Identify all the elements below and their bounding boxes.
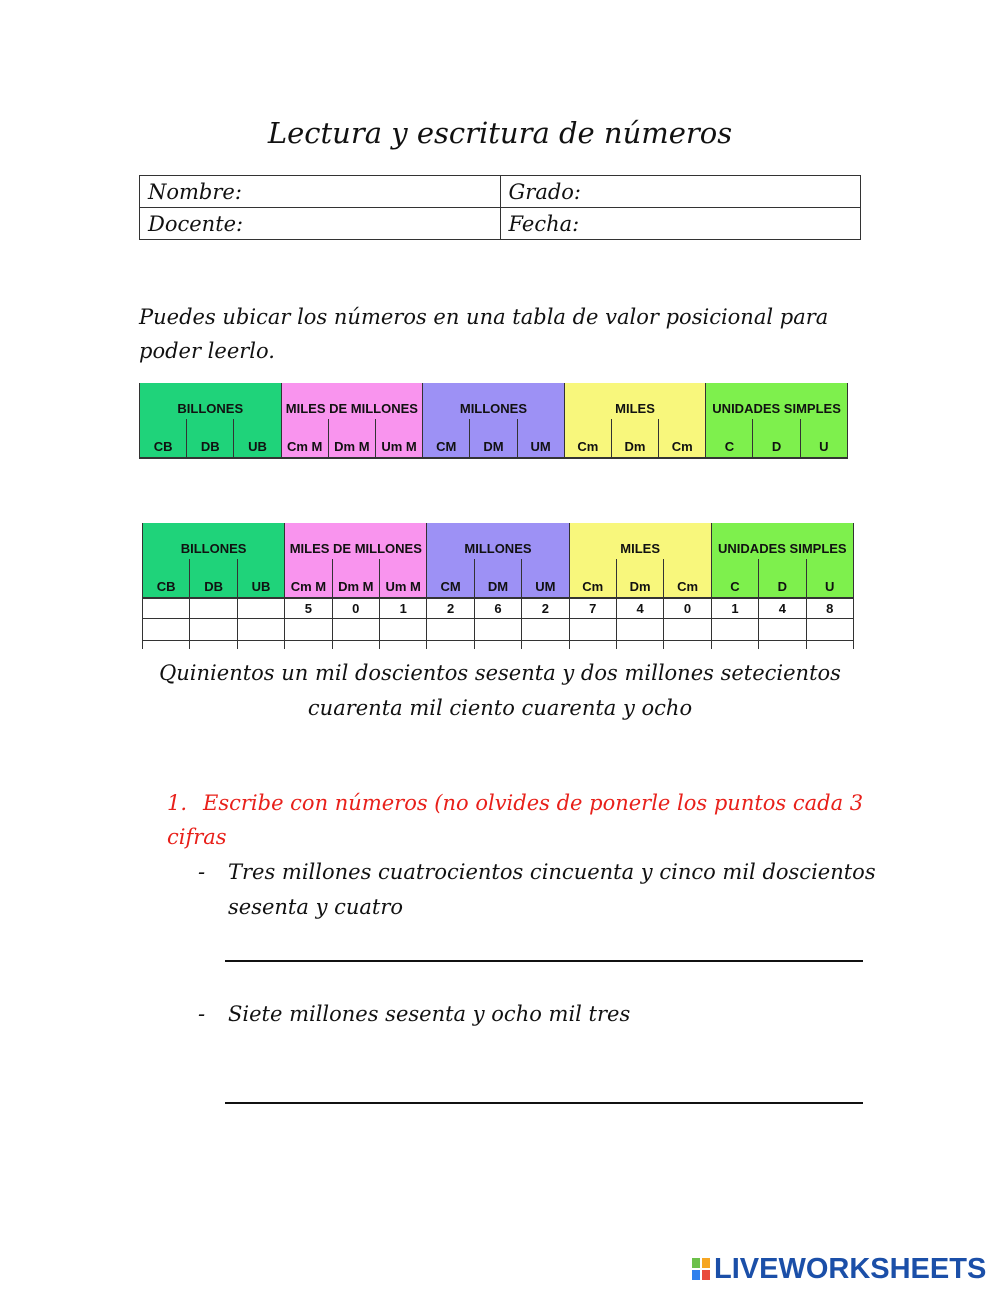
empty-cell [285,641,332,650]
empty-cell [427,641,474,650]
liveworksheets-logo-icon [692,1258,710,1280]
answer-line-1[interactable] [225,960,863,962]
group-miles: MILES [564,383,706,419]
digit-cell: 5 [285,598,332,619]
digit-cell [143,598,190,619]
group-billones: BILLONES [143,523,285,559]
column-header: DB [190,559,237,598]
digit-cell: 8 [806,598,853,619]
item-text: Tres millones cuatrocientos cincuenta y cinco mil doscientos sesenta y cuatro [228,860,876,919]
group-miles: MILES [569,523,711,559]
column-header: Dm [616,559,663,598]
column-header: Dm M [328,419,375,458]
column-header: Cm M [281,419,328,458]
answer-line-2[interactable] [225,1102,863,1104]
empty-cell [474,641,521,650]
column-header: UB [234,419,281,458]
empty-cell [427,619,474,641]
column-header: CM [427,559,474,598]
digit-cell: 0 [332,598,379,619]
column-header: U [800,419,847,458]
digits-row [143,598,854,619]
empty-cell [806,619,853,641]
column-header: UB [237,559,284,598]
digit-cell: 7 [569,598,616,619]
column-header: UM [517,419,564,458]
fecha-field[interactable]: Fecha: [500,208,861,240]
exercise-item-1 [198,855,878,925]
place-value-table [139,383,848,459]
column-header: CB [143,559,190,598]
digit-cell: 1 [379,598,426,619]
empty-cell [616,619,663,641]
column-header: CB [140,419,187,458]
digit-cell: 2 [522,598,569,619]
digit-cell: 6 [474,598,521,619]
nombre-field[interactable]: Nombre: [140,176,501,208]
intro-paragraph: Puedes ubicar los números en una tabla de valor posicional para poder leerlo. [139,305,829,363]
column-header: Cm [564,419,611,458]
empty-cell [474,619,521,641]
column-header: Cm [659,419,706,458]
group-miles-de-millones: MILES DE MILLONES [285,523,427,559]
docente-field[interactable]: Docente: [140,208,501,240]
group-miles-de-millones: MILES DE MILLONES [281,383,423,419]
empty-cell [332,619,379,641]
column-header: Cm [569,559,616,598]
empty-cell [143,619,190,641]
page-title: Lectura y escritura de números [267,116,733,150]
empty-cell [711,641,758,650]
empty-cell [522,641,569,650]
empty-cell [190,619,237,641]
empty-row [143,619,854,641]
column-header: DM [470,419,517,458]
group-millones: MILLONES [423,383,565,419]
empty-cell [759,619,806,641]
column-header: Cm [664,559,711,598]
group-billones: BILLONES [140,383,282,419]
empty-cell [664,641,711,650]
exercise-instruction [167,786,867,854]
empty-cell [806,641,853,650]
digit-cell: 1 [711,598,758,619]
column-header: U [806,559,853,598]
digit-cell [237,598,284,619]
column-header-row [143,559,854,598]
empty-cell [664,619,711,641]
example-place-value-table [142,523,854,649]
column-header: Um M [375,419,422,458]
empty-cell [711,619,758,641]
digit-cell [190,598,237,619]
digit-cell: 0 [664,598,711,619]
empty-cell [332,641,379,650]
column-header: Cm M [285,559,332,598]
empty-row-stub [143,641,854,650]
item-text: Siete millones sesenta y ocho mil tres [228,1002,631,1026]
digit-cell: 4 [759,598,806,619]
column-header: D [753,419,800,458]
empty-cell [759,641,806,650]
empty-cell [379,619,426,641]
column-header: Dm M [332,559,379,598]
exercise-number: 1. [167,791,188,815]
group-unidades-simples: UNIDADES SIMPLES [711,523,853,559]
brand-name: LIVEWORKSHEETS [714,1252,987,1285]
example-reading-text: Quinientos un mil doscientos sesenta y dos millones setecientos cuarenta mil ciento cuarenta y ocho [159,661,841,720]
empty-cell [237,619,284,641]
empty-cell [379,641,426,650]
column-header: C [706,419,753,458]
student-info-table [139,175,861,240]
column-header: C [711,559,758,598]
exercise-item-2 [198,997,878,1032]
empty-cell [569,641,616,650]
empty-cell [143,641,190,650]
column-header: D [759,559,806,598]
empty-cell [616,641,663,650]
empty-cell [569,619,616,641]
column-header: CM [423,419,470,458]
group-unidades-simples: UNIDADES SIMPLES [706,383,848,419]
column-header: Dm [611,419,658,458]
grado-field[interactable]: Grado: [500,176,861,208]
column-header: DB [187,419,234,458]
column-header: UM [522,559,569,598]
group-millones: MILLONES [427,523,569,559]
empty-cell [190,641,237,650]
empty-cell [285,619,332,641]
digit-cell: 2 [427,598,474,619]
bullet-dash: - [198,1002,206,1026]
column-header: Um M [379,559,426,598]
digit-cell: 4 [616,598,663,619]
brand-logo[interactable] [692,1252,987,1285]
instruction-text: Escribe con números (no olvides de ponerle los puntos cada 3 cifras [167,791,864,849]
empty-cell [522,619,569,641]
column-header: DM [474,559,521,598]
column-header-row [140,419,848,458]
empty-cell [237,641,284,650]
bullet-dash: - [198,860,206,884]
